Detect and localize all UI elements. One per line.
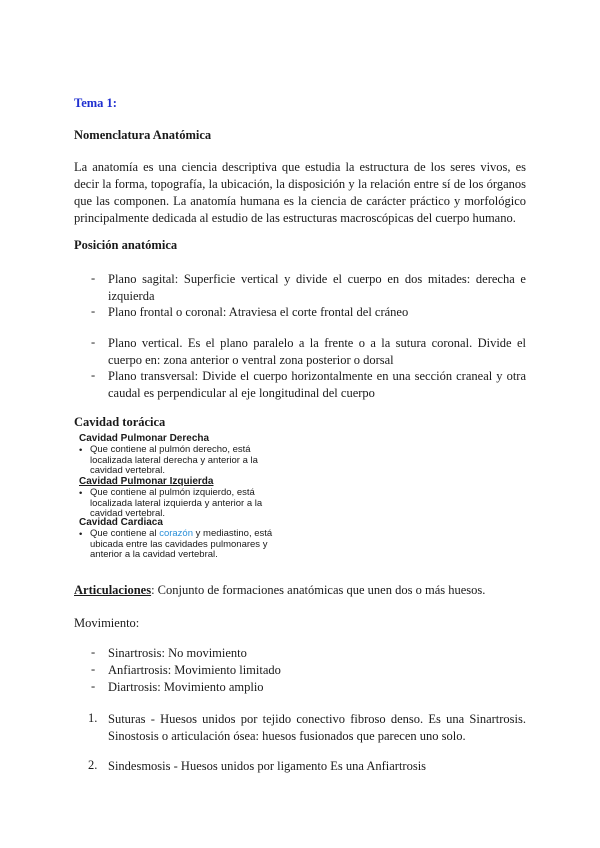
cavidad-cardiaca-text	[90, 529, 290, 561]
cavidad-heading: Cavidad torácica	[74, 415, 166, 429]
list-dash: -	[91, 304, 96, 318]
list-number: 1.	[88, 711, 98, 725]
movimiento-item: Sinartrosis: No movimiento	[108, 646, 247, 660]
movimiento-item: Diartrosis: Movimiento amplio	[108, 680, 264, 694]
corazon-link[interactable]: corazón	[159, 528, 193, 539]
movimiento-label: Movimiento:	[74, 616, 140, 630]
cavidad-izquierda-text: Que contiene al pulmón izquierdo, está localizada lateral izquierda y anterior a la cavidad vertebral.	[90, 487, 263, 519]
list-dash: -	[91, 335, 96, 349]
list-dash: -	[91, 368, 96, 382]
list-dash: -	[91, 662, 96, 676]
movimiento-item: Anfiartrosis: Movimiento limitado	[108, 663, 281, 677]
cavidad-derecha-text: Que contiene al pulmón derecho, está localizada lateral derecha y anterior a la cavidad vertebral.	[90, 444, 258, 476]
cardiaca-text-post: y mediastino, está ubicada entre las cavidades pulmonares y anterior a la cavidad vertebral.	[90, 528, 273, 560]
tema-title: Tema 1:	[74, 96, 117, 110]
list-dash: -	[91, 645, 96, 659]
cardiaca-text-pre: Que contiene al	[90, 528, 160, 539]
articulaciones-text: : Conjunto de formaciones anatómicas que unen dos o más huesos.	[151, 583, 486, 597]
cavidad-izquierda-title: Cavidad Pulmonar Izquierda	[79, 476, 214, 487]
bullet-icon: •	[79, 529, 83, 540]
cavidad-derecha-title: Cavidad Pulmonar Derecha	[79, 433, 210, 444]
plano-sagital: Plano sagital: Superficie vertical y divide el cuerpo en dos mitades: derecha e izquierda	[108, 272, 526, 303]
tipo-suturas: Suturas - Huesos unidos por tejido conectivo fibroso denso. Es una Sinartrosis. Sinostosis o articulación ósea: huesos fusionados que parecen uno solo.	[108, 712, 526, 743]
plano-transversal: Plano transversal: Divide el cuerpo horizontalmente en una sección craneal y otra caudal es perpendicular al eje longitudinal del cuerpo	[108, 369, 526, 400]
intro-paragraph: La anatomía es una ciencia descriptiva que estudia la estructura de los seres vivos, es decir la forma, topografía, la ubicación, la disposición y la relación entre sí de los órganos que las componen. La anatomía humana es la ciencia de carácter práctico y morfológico principalmente dedicada al estudio de las estructuras macroscópicas del cuerpo humano.	[74, 160, 526, 225]
list-dash: -	[91, 271, 96, 285]
list-dash: -	[91, 679, 96, 693]
list-number: 2.	[88, 758, 98, 772]
articulaciones-label: Articulaciones	[74, 583, 152, 597]
plano-frontal: Plano frontal o coronal: Atraviesa el corte frontal del cráneo	[108, 305, 409, 319]
tipo-sindesmosis: Sindesmosis - Huesos unidos por ligamento Es una Anfiartrosis	[108, 759, 427, 773]
articulaciones-line	[74, 582, 534, 599]
posicion-heading: Posición anatómica	[74, 238, 178, 252]
bullet-icon: •	[79, 488, 83, 499]
cavidad-cardiaca-title: Cavidad Cardiaca	[79, 517, 163, 528]
nomenclatura-heading: Nomenclatura Anatómica	[74, 128, 212, 142]
bullet-icon: •	[79, 445, 83, 456]
plano-vertical: Plano vertical. Es el plano paralelo a la frente o a la sutura coronal. Divide el cuerpo en: zona anterior o ventral zona posterior o dorsal	[108, 336, 526, 367]
